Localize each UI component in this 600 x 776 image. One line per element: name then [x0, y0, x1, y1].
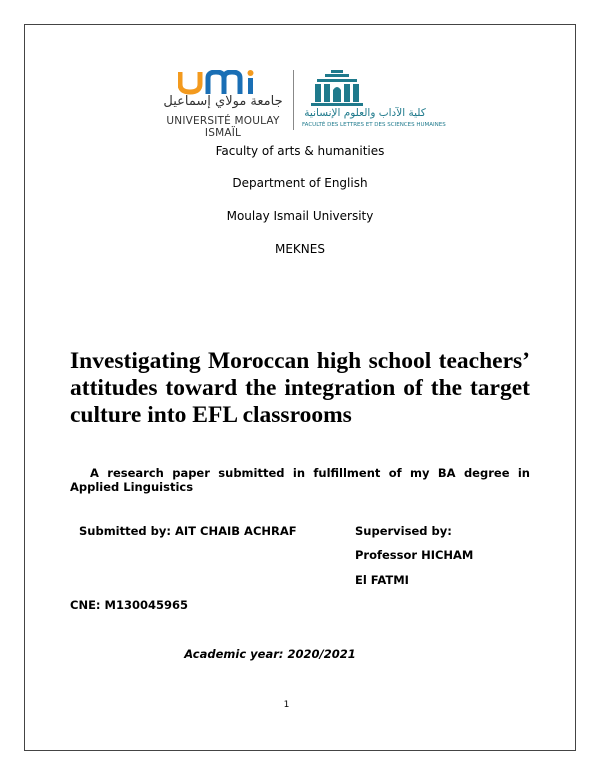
thesis-title: Investigating Moroccan high school teachers’ attitudes toward the integration of the target culture into EFL classrooms	[70, 348, 530, 428]
cne-label: CNE:	[70, 598, 101, 612]
submitted-by-label: Submitted by:	[79, 524, 171, 538]
faculty-latin-name: FACULTÉ DES LETTRES ET DES SCIENCES HUMAINES	[302, 122, 446, 128]
department-name: Department of English	[232, 176, 368, 190]
academic-year: Academic year: 2020/2021	[184, 647, 356, 661]
page-number: 1	[283, 700, 290, 710]
faculty-emblem-icon	[309, 70, 365, 106]
logos-header	[160, 66, 446, 139]
cne-value: M130045965	[104, 598, 189, 612]
supervisor-name-line1: Professor HICHAM	[355, 548, 474, 562]
thesis-subtitle: A research paper submitted in fulfillment of my BA degree in Applied Linguistics	[70, 466, 530, 494]
student-name: AIT CHAIB ACHRAF	[175, 524, 297, 538]
city-name: MEKNES	[275, 242, 325, 256]
umi-logo	[178, 70, 270, 96]
university-name: Moulay Ismail University	[226, 209, 374, 223]
faculty-name: Faculty of arts & humanities	[215, 144, 385, 158]
supervised-by-label: Supervised by:	[355, 524, 452, 538]
faculty-arabic-name: كلية الآداب والعلوم الإنسانية	[304, 107, 426, 119]
cne	[70, 598, 188, 612]
logo-divider	[293, 70, 294, 130]
umi-latin-name: UNIVERSITÉ MOULAY ISMAÏL	[166, 115, 280, 139]
umi-arabic-name: جامعة مولاي إسماعيل	[163, 94, 283, 109]
submitted-by	[79, 524, 297, 538]
supervisor-name-line2: El FATMI	[355, 573, 409, 587]
